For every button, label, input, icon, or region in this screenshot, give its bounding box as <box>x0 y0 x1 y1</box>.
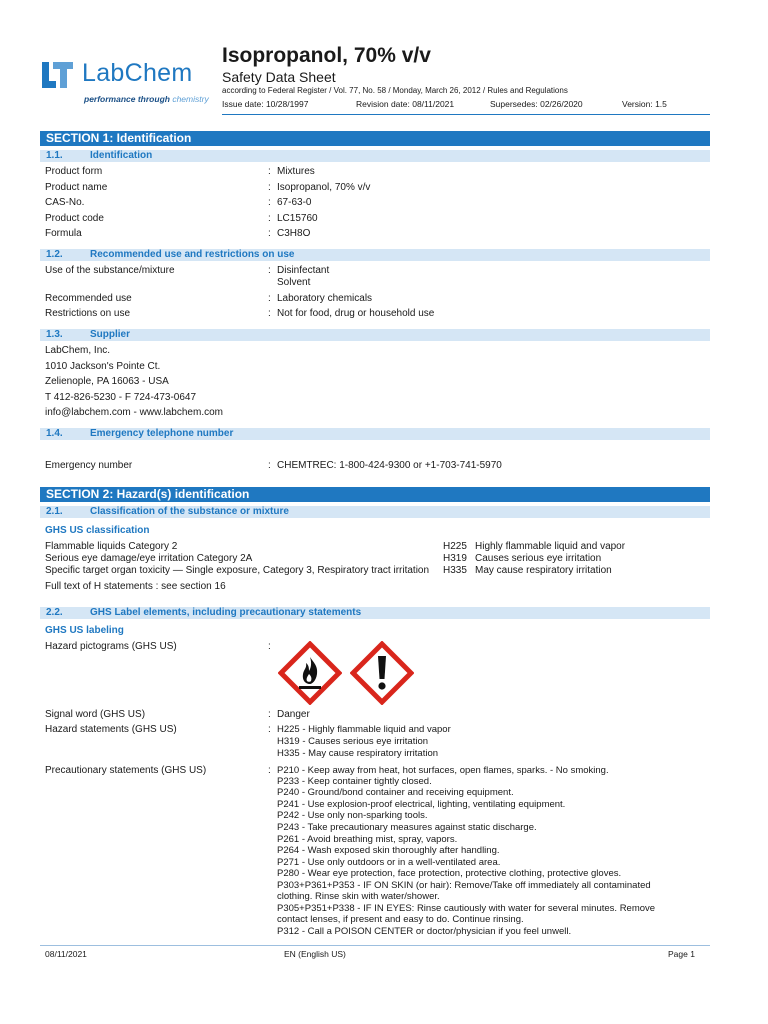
row-value: C3H8O <box>277 228 311 239</box>
row-label: Product name <box>45 182 108 193</box>
subsection-1-2: 1.2. Recommended use and restrictions on use <box>40 249 710 261</box>
revision-date: Revision date: 08/11/2021 <box>356 99 455 109</box>
hazard-text: Causes serious eye irritation <box>475 553 602 564</box>
restrictions-value: Not for food, drug or household use <box>277 308 435 319</box>
footer-page: Page 1 <box>668 949 695 959</box>
restrictions-label: Restrictions on use <box>45 308 131 319</box>
row-value: Isopropanol, 70% v/v <box>277 182 371 193</box>
full-text-note: Full text of H statements : see section 16 <box>45 581 226 592</box>
hazard-code: H335 <box>443 565 467 576</box>
row-label: Product form <box>45 166 103 177</box>
precautionary-statement: P233 - Keep container tightly closed. <box>277 776 432 787</box>
supplier-email[interactable]: info@labchem.com - www.labchem.com <box>45 407 223 418</box>
subsection-1-1: 1.1. Identification <box>40 150 710 162</box>
flame-icon <box>278 641 342 705</box>
supplier-line: T 412-826-5230 - F 724-473-0647 <box>45 392 197 403</box>
version: Version: 1.5 <box>622 99 667 109</box>
emergency-label: Emergency number <box>45 460 133 471</box>
hazard-code: H225 <box>443 541 467 552</box>
header-rule <box>222 114 710 115</box>
logo-tagline: performance through chemistry <box>84 94 209 104</box>
pictograms-label: Hazard pictograms (GHS US) <box>45 641 177 652</box>
hazard-text: Highly flammable liquid and vapor <box>475 541 626 552</box>
footer-language: EN (English US) <box>284 949 346 959</box>
issue-date: Issue date: 10/28/1997 <box>222 99 309 109</box>
precautionary-statement: P242 - Use only non-sparking tools. <box>277 810 428 821</box>
precautionary-statement: P271 - Use only outdoors or in a well-ventilated area. <box>277 857 501 868</box>
precautionary-statement: clothing. Rinse skin with water/shower. <box>277 891 440 902</box>
row-label: Formula <box>45 228 82 239</box>
precautionary-statement: P261 - Avoid breathing mist, spray, vapors. <box>277 834 458 845</box>
precautionary-statement: P303+P361+P353 - IF ON SKIN (or hair): Remove/Take off immediately all contaminated <box>277 880 651 891</box>
supersedes-date: Supersedes: 02/26/2020 <box>490 99 583 109</box>
footer-date: 08/11/2021 <box>45 949 87 959</box>
footer-rule <box>40 945 710 946</box>
supplier-line: 1010 Jackson's Pointe Ct. <box>45 361 161 372</box>
precautionary-statement: P240 - Ground/bond container and receiving equipment. <box>277 787 514 798</box>
subsection-1-3: 1.3. Supplier <box>40 329 710 341</box>
row-label: Product code <box>45 213 104 224</box>
hazard-statement: H335 - May cause respiratory irritation <box>277 748 439 759</box>
precautionary-statement: P243 - Take precautionary measures against static discharge. <box>277 822 537 833</box>
precautionary-statement: P264 - Wash exposed skin thoroughly after handling. <box>277 845 500 856</box>
subsection-1-4: 1.4. Emergency telephone number <box>40 428 710 440</box>
supplier-line: Zelienople, PA 16063 - USA <box>45 376 169 387</box>
precautionary-statements-label: Precautionary statements (GHS US) <box>45 765 207 776</box>
exclamation-icon <box>350 641 414 705</box>
hazard-code: H319 <box>443 553 467 564</box>
precautionary-statement: P312 - Call a POISON CENTER or doctor/physician if you feel unwell. <box>277 926 572 937</box>
use-value: Solvent <box>277 277 311 288</box>
recommended-use-value: Laboratory chemicals <box>277 293 373 304</box>
precautionary-statement: P210 - Keep away from heat, hot surfaces, open flames, sparks. - No smoking. <box>277 765 609 776</box>
precautionary-statement: P241 - Use explosion-proof electrical, lighting, ventilating equipment. <box>277 799 566 810</box>
row-value: Mixtures <box>277 166 315 177</box>
subsection-2-2: 2.2. GHS Label elements, including precautionary statements <box>40 607 710 619</box>
document-subtitle: Safety Data Sheet <box>222 69 336 85</box>
regulation-reference: according to Federal Register / Vol. 77, No. 58 / Monday, March 26, 2012 / Rules and Regulations <box>222 86 568 95</box>
hazard-class: Flammable liquids Category 2 <box>45 541 178 552</box>
hazard-statement: H319 - Causes serious eye irritation <box>277 736 429 747</box>
subsection-2-1: 2.1. Classification of the substance or mixture <box>40 506 710 518</box>
labchem-logo-mark <box>42 60 76 90</box>
row-label: CAS-No. <box>45 197 85 208</box>
supplier-line: LabChem, Inc. <box>45 345 111 356</box>
ghs-classification-heading: GHS US classification <box>45 525 150 536</box>
signal-word-label: Signal word (GHS US) <box>45 709 146 720</box>
hazard-statement: H225 - Highly flammable liquid and vapor <box>277 724 451 735</box>
precautionary-statement: P305+P351+P338 - IF IN EYES: Rinse cautiously with water for several minutes. Remove <box>277 903 656 914</box>
ghs-labeling-heading: GHS US labeling <box>45 625 124 636</box>
section-2-title: SECTION 2: Hazard(s) identification <box>40 487 710 502</box>
emergency-value: CHEMTREC: 1-800-424-9300 or +1-703-741-5970 <box>277 460 502 471</box>
section-1-title: SECTION 1: Identification <box>40 131 710 146</box>
hazard-class: Specific target organ toxicity — Single exposure, Category 3, Respiratory tract irritation <box>45 565 430 576</box>
use-value: Disinfectant <box>277 265 330 276</box>
signal-word-value: Danger <box>277 709 310 720</box>
document-title: Isopropanol, 70% v/v <box>222 44 431 67</box>
use-label: Use of the substance/mixture <box>45 265 175 276</box>
hazard-class: Serious eye damage/eye irritation Category 2A <box>45 553 253 564</box>
logo-name: LabChem <box>82 59 193 87</box>
row-value: LC15760 <box>277 213 318 224</box>
hazard-text: May cause respiratory irritation <box>475 565 612 576</box>
recommended-use-label: Recommended use <box>45 293 132 304</box>
precautionary-statement: P280 - Wear eye protection, face protection, protective clothing, protective gloves. <box>277 868 622 879</box>
hazard-statements-label: Hazard statements (GHS US) <box>45 724 177 735</box>
row-value: 67-63-0 <box>277 197 312 208</box>
precautionary-statement: contact lenses, if present and easy to do. Continue rinsing. <box>277 914 524 925</box>
